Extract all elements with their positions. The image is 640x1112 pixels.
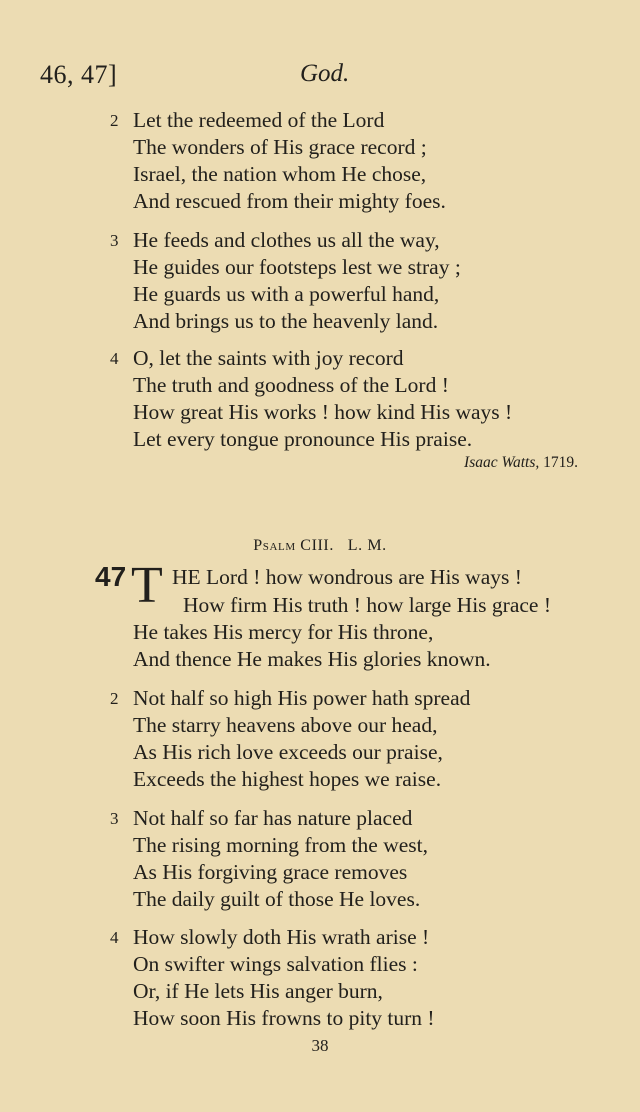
running-head-hymn-numbers: 46, 47] bbox=[40, 60, 118, 89]
verse-line: HE Lord ! how wondrous are His ways ! bbox=[172, 565, 522, 589]
verse-line: How soon His frowns to pity turn ! bbox=[133, 1006, 435, 1030]
verse-line: On swifter wings salvation flies : bbox=[133, 952, 418, 976]
verse-line: Israel, the nation whom He chose, bbox=[133, 162, 427, 186]
verse-line: Or, if He lets His anger burn, bbox=[133, 979, 383, 1003]
psalm-reference: Psalm CIII. bbox=[253, 537, 334, 554]
verse-line: He guards us with a powerful hand, bbox=[133, 282, 440, 306]
running-head-section-title: God. bbox=[300, 60, 350, 87]
verse-line: As His forgiving grace removes bbox=[133, 860, 408, 884]
page-number: 38 bbox=[311, 1036, 329, 1055]
verse-line: Let the redeemed of the Lord bbox=[133, 108, 385, 132]
verse-line: Exceeds the highest hopes we raise. bbox=[133, 767, 442, 791]
drop-cap: T bbox=[131, 557, 163, 614]
stanza-number: 4 bbox=[110, 928, 119, 947]
stanza-number: 3 bbox=[110, 231, 119, 250]
verse-line: And brings us to the heavenly land. bbox=[133, 309, 439, 333]
verse-line: And thence He makes His glories known. bbox=[133, 647, 491, 671]
author-name: Isaac Watts, bbox=[464, 454, 540, 471]
verse-line: The daily guilt of those He loves. bbox=[133, 887, 421, 911]
verse-line: He feeds and clothes us all the way, bbox=[133, 228, 440, 252]
verse-line: He takes His mercy for His throne, bbox=[133, 620, 434, 644]
verse-line: How firm His truth ! how large His grace ! bbox=[183, 593, 551, 617]
stanza-number: 2 bbox=[110, 111, 119, 130]
verse-line: As His rich love exceeds our praise, bbox=[133, 740, 443, 764]
verse-line: Not half so far has nature placed bbox=[133, 806, 413, 830]
verse-line: Not half so high His power hath spread bbox=[133, 686, 471, 710]
hymn-46-attribution bbox=[464, 454, 578, 472]
verse-line: Let every tongue pronounce His praise. bbox=[133, 427, 473, 451]
hymn-number: 47 bbox=[95, 561, 127, 592]
stanza-number: 4 bbox=[110, 349, 119, 368]
verse-line: How great His works ! how kind His ways ! bbox=[133, 400, 513, 424]
stanza-number: 2 bbox=[110, 689, 119, 708]
verse-line: He guides our footsteps lest we stray ; bbox=[133, 255, 461, 279]
verse-line: The starry heavens above our head, bbox=[133, 713, 438, 737]
author-year: 1719. bbox=[543, 454, 578, 471]
verse-line: The truth and goodness of the Lord ! bbox=[133, 373, 449, 397]
verse-line: The wonders of His grace record ; bbox=[133, 135, 427, 159]
verse-line: How slowly doth His wrath arise ! bbox=[133, 925, 430, 949]
hymn-47-heading bbox=[0, 537, 640, 555]
stanza-number: 3 bbox=[110, 809, 119, 828]
meter: L. M. bbox=[347, 537, 387, 554]
verse-line: And rescued from their mighty foes. bbox=[133, 189, 446, 213]
verse-line: O, let the saints with joy record bbox=[133, 346, 404, 370]
verse-line: The rising morning from the west, bbox=[133, 833, 428, 857]
